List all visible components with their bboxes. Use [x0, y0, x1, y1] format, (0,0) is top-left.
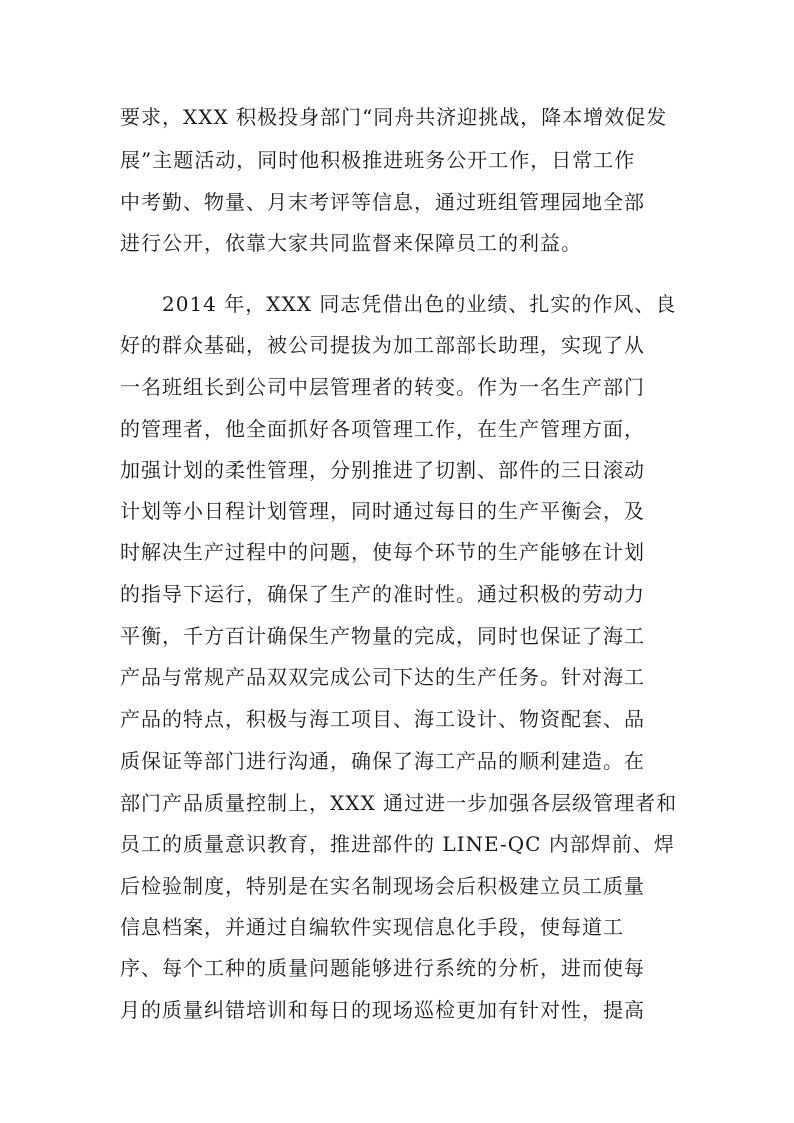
- paragraph-line: 2014 年，XXX 同志凭借出色的业绩、扎实的作风、良: [162, 292, 677, 316]
- paragraph-line: 信息档案，并通过自编软件实现信息化手段，使每道工: [120, 915, 624, 939]
- paragraph-line: 的指导下运行，确保了生产的准时性。通过积极的劳动力: [120, 582, 645, 606]
- paragraph-line: 进行公开，依靠大家共同监督来保障员工的利益。: [120, 231, 582, 255]
- paragraph-line: 后检验制度，特别是在实名制现场会后积极建立员工质量: [120, 874, 645, 898]
- paragraph-line: 月的质量纠错培训和每日的现场巡检更加有针对性，提高: [120, 998, 645, 1022]
- paragraph-line: 质保证等部门进行沟通，确保了海工产品的顺利建造。在: [120, 749, 645, 773]
- paragraph-line: 产品的特点，积极与海工项目、海工设计、物资配套、品: [120, 707, 645, 731]
- paragraph-line: 的管理者，他全面抓好各项管理工作，在生产管理方面，: [120, 417, 645, 441]
- paragraph-line: 计划等小日程计划管理，同时通过每日的生产平衡会，及: [120, 499, 645, 523]
- paragraph-line: 要求，XXX 积极投身部门“同舟共济迎挑战，降本增效促发: [120, 105, 668, 129]
- paragraph-line: 时解决生产过程中的问题，使每个环节的生产能够在计划: [120, 540, 645, 564]
- paragraph-line: 产品与常规产品双双完成公司下达的生产任务。针对海工: [120, 665, 645, 689]
- paragraph-line: 中考勤、物量、月末考评等信息，通过班组管理园地全部: [120, 190, 645, 214]
- paragraph-line: 展”主题活动，同时他积极推进班务公开工作，日常工作: [120, 148, 636, 172]
- paragraph-line: 部门产品质量控制上，XXX 通过进一步加强各层级管理者和: [120, 791, 678, 815]
- paragraph-line: 序、每个工种的质量问题能够进行系统的分析，进而使每: [120, 956, 645, 980]
- paragraph-line: 一名班组长到公司中层管理者的转变。作为一名生产部门: [120, 375, 645, 399]
- paragraph-line: 好的群众基础，被公司提拔为加工部部长助理，实现了从: [120, 333, 645, 357]
- paragraph-line: 员工的质量意识教育，推进部件的 LINE-QC 内部焊前、焊: [120, 832, 675, 856]
- paragraph-line: 平衡，千方百计确保生产物量的完成，同时也保证了海工: [120, 624, 645, 648]
- paragraph-line: 加强计划的柔性管理，分别推进了切割、部件的三日滚动: [120, 458, 645, 482]
